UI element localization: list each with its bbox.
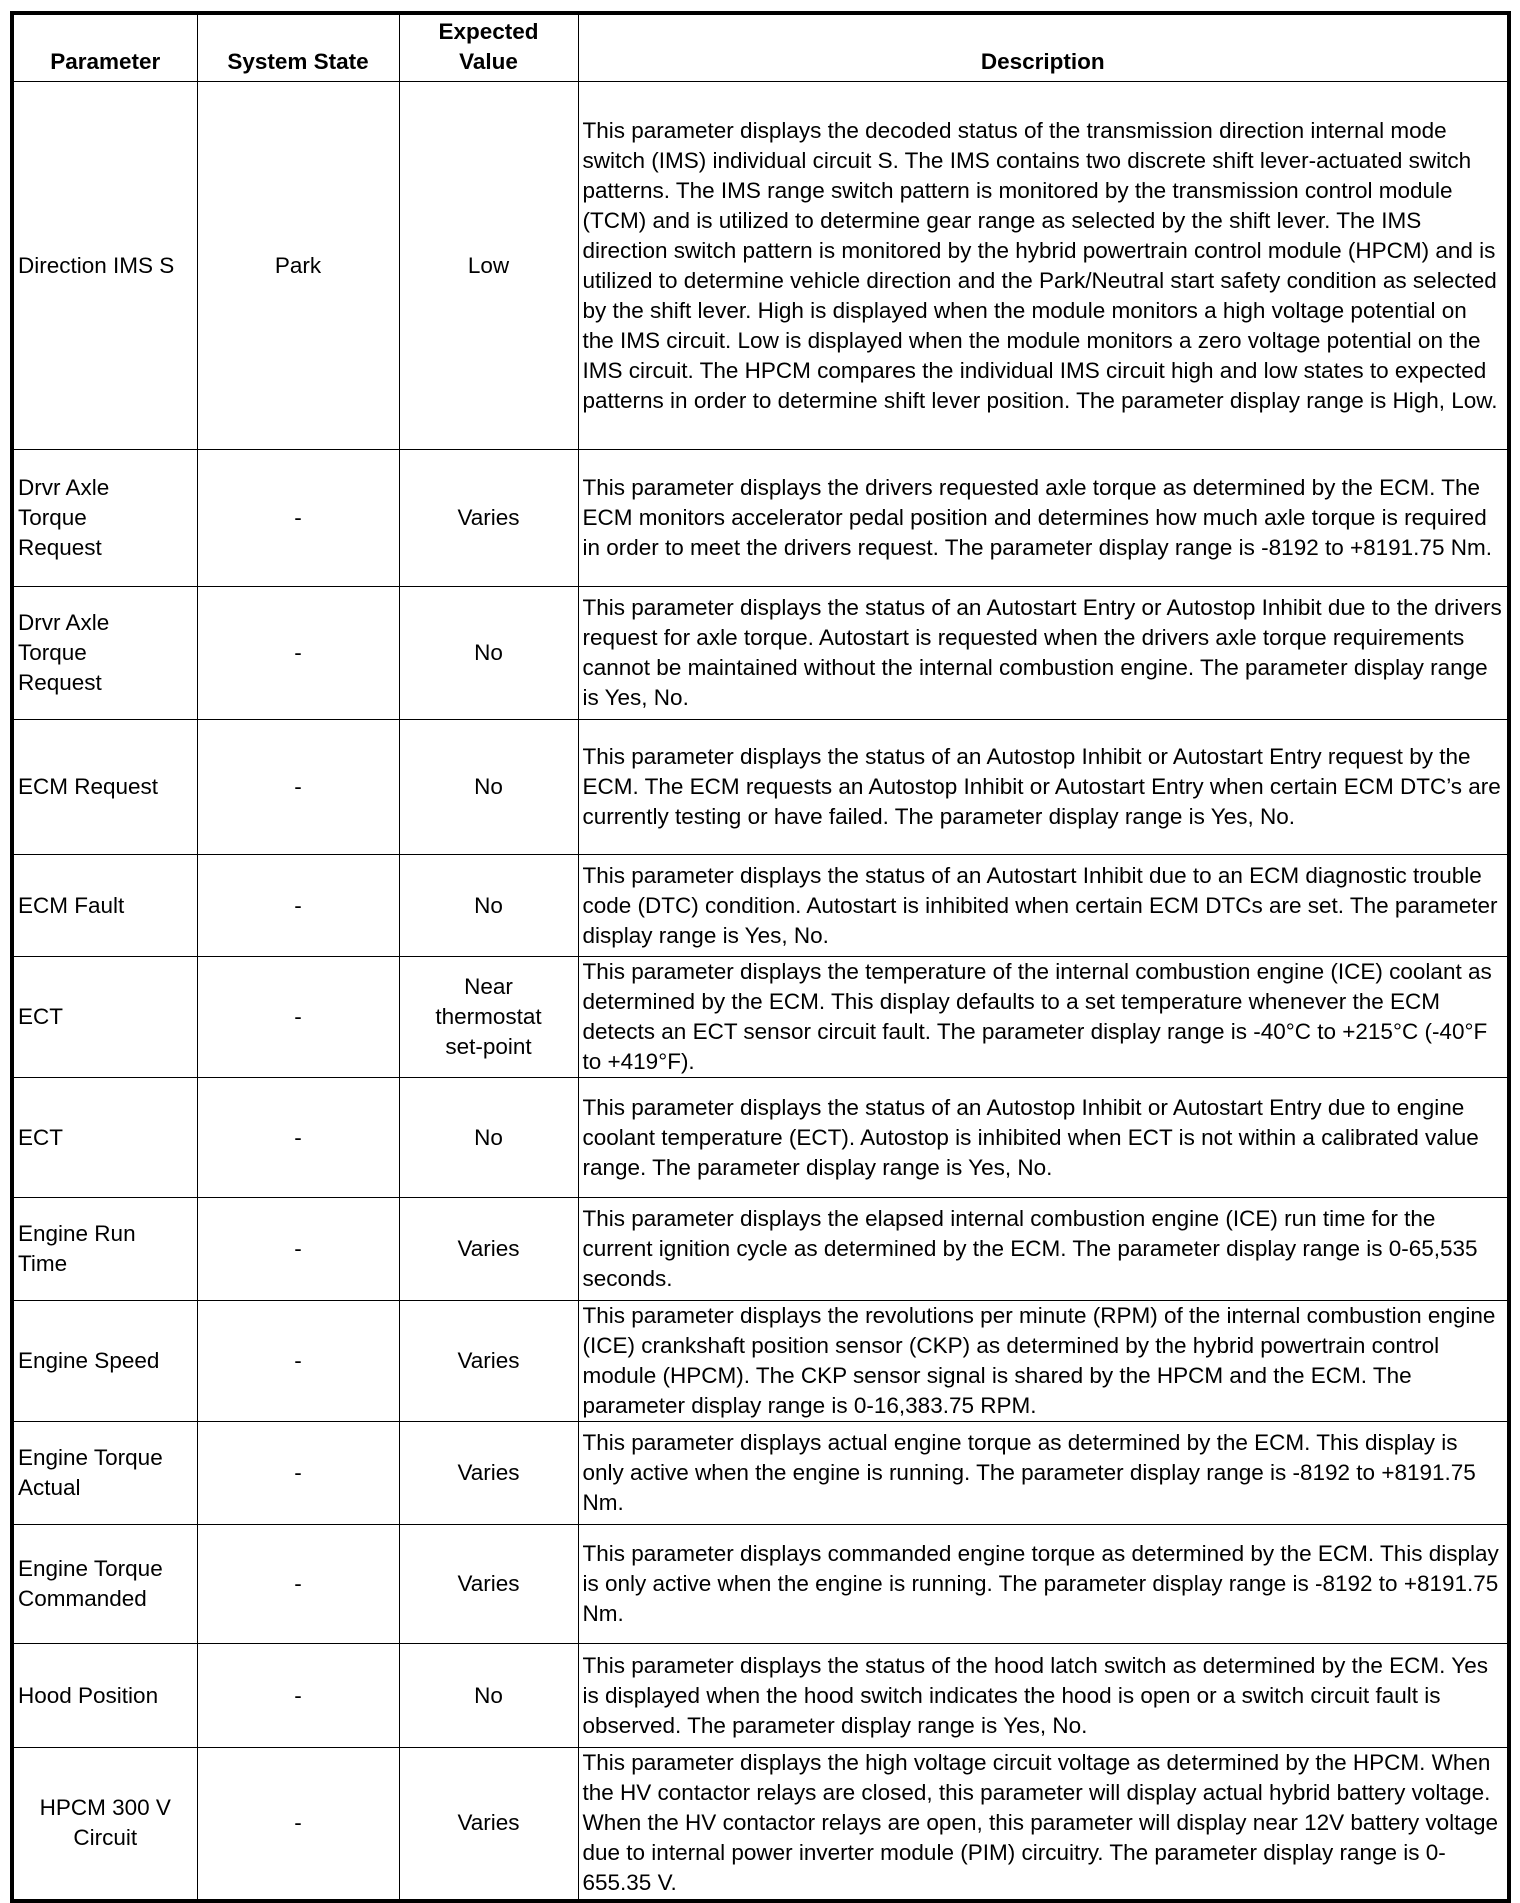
description-cell: This parameter displays the elapsed internal combustion engine (ICE) run time for the current ignition cycle as determined by the ECM. The parameter display range is 0-65,535 seconds. <box>578 1198 1509 1301</box>
expected-value-cell: Varies <box>399 1422 578 1525</box>
parameter-label: Drvr Axle Torque Request <box>18 610 110 695</box>
parameter-cell <box>12 1525 197 1644</box>
system-state-cell: - <box>197 855 399 957</box>
expected-value-cell: Varies <box>399 1198 578 1301</box>
parameter-label: HPCM 300 V Circuit <box>39 1795 171 1851</box>
system-state-cell: Park <box>197 82 399 450</box>
expected-value-cell: Varies <box>399 1301 578 1422</box>
system-state-cell: - <box>197 1198 399 1301</box>
parameter-cell <box>12 1422 197 1525</box>
system-state-cell: - <box>197 1422 399 1525</box>
system-state-cell: - <box>197 1078 399 1198</box>
table-row <box>12 1198 1509 1301</box>
description-cell: This parameter displays the status of an Autostart Entry or Autostop Inhibit due to the drivers request for axle torque. Autostart is requested when the drivers axle torque requirements cannot be maintained without the internal combustion engine. The parameter display range is Yes, No. <box>578 587 1509 720</box>
table-row <box>12 720 1509 855</box>
system-state-cell: - <box>197 1301 399 1422</box>
parameter-label: Drvr Axle Torque Request <box>18 475 110 560</box>
table-row <box>12 1525 1509 1644</box>
description-cell: This parameter displays the status of the hood latch switch as determined by the ECM. Yes is displayed when the hood switch indicates the hood is open or a switch circuit fault is observed. The parameter display range is Yes, No. <box>578 1644 1509 1748</box>
parameter-label: Engine Torque Actual <box>18 1445 163 1500</box>
expected-value-cell: No <box>399 855 578 957</box>
description-cell: This parameter displays the revolutions per minute (RPM) of the internal combustion engine (ICE) crankshaft position sensor (CKP) as determined by the hybrid powertrain control module (HPCM). The CKP sensor signal is shared by the HPCM and the ECM. The parameter display range is 0-16,383.75 RPM. <box>578 1301 1509 1422</box>
expected-value-cell: No <box>399 1644 578 1748</box>
parameter-label: Engine Run Time <box>18 1221 136 1276</box>
header-description: Description <box>578 13 1509 82</box>
parameter-cell <box>12 450 197 587</box>
parameter-cell: ECT <box>12 1078 197 1198</box>
parameter-cell: ECT <box>12 957 197 1078</box>
expected-value-cell: Low <box>399 82 578 450</box>
expected-value-cell: Varies <box>399 450 578 587</box>
parameter-cell: Hood Position <box>12 1644 197 1748</box>
system-state-cell: - <box>197 957 399 1078</box>
table-row <box>12 450 1509 587</box>
table-row <box>12 82 1509 450</box>
header-expected-value-label: Expected Value <box>438 19 539 74</box>
description-cell: This parameter displays the high voltage circuit voltage as determined by the HPCM. When the HV contactor relays are closed, this parameter will display actual hybrid battery voltage. When the HV contactor relays are open, this parameter will display near 12V battery voltage due to internal power inverter module (PIM) circuitry. The parameter display range is 0- 655.35 V. <box>578 1748 1509 1901</box>
parameter-table-container <box>10 11 1507 1903</box>
parameter-cell <box>12 1198 197 1301</box>
parameter-cell <box>12 1748 197 1901</box>
system-state-cell: - <box>197 1644 399 1748</box>
expected-value-cell <box>399 957 578 1078</box>
system-state-cell: - <box>197 1525 399 1644</box>
system-state-cell: - <box>197 720 399 855</box>
table-row <box>12 1078 1509 1198</box>
table-row <box>12 855 1509 957</box>
table-row <box>12 1422 1509 1525</box>
description-cell: This parameter displays the status of an Autostop Inhibit or Autostart Entry request by the ECM. The ECM requests an Autostop Inhibit or Autostart Entry when certain ECM DTC’s are currently testing or have failed. The parameter display range is Yes, No. <box>578 720 1509 855</box>
expected-value-cell: No <box>399 1078 578 1198</box>
expected-value-cell: No <box>399 587 578 720</box>
parameter-cell <box>12 587 197 720</box>
description-cell: This parameter displays commanded engine torque as determined by the ECM. This display is only active when the engine is running. The parameter display range is -8192 to +8191.75 Nm. <box>578 1525 1509 1644</box>
description-cell: This parameter displays the drivers requested axle torque as determined by the ECM. The ECM monitors accelerator pedal position and determines how much axle torque is required in order to meet the drivers request. The parameter display range is -8192 to +8191.75 Nm. <box>578 450 1509 587</box>
expected-value-cell: No <box>399 720 578 855</box>
description-cell: This parameter displays actual engine torque as determined by the ECM. This display is only active when the engine is running. The parameter display range is -8192 to +8191.75 Nm. <box>578 1422 1509 1525</box>
table-row <box>12 587 1509 720</box>
table-row <box>12 1748 1509 1901</box>
table-row <box>12 1301 1509 1422</box>
system-state-cell: - <box>197 1748 399 1901</box>
parameter-cell: Engine Speed <box>12 1301 197 1422</box>
description-cell: This parameter displays the status of an Autostop Inhibit or Autostart Entry due to engine coolant temperature (ECT). Autostop is inhibited when ECT is not within a calibrated value range. The parameter display range is Yes, No. <box>578 1078 1509 1198</box>
system-state-cell: - <box>197 450 399 587</box>
parameter-cell: ECM Request <box>12 720 197 855</box>
description-cell: This parameter displays the status of an Autostart Inhibit due to an ECM diagnostic trouble code (DTC) condition. Autostart is inhibited when certain ECM DTCs are set. The parameter display range is Yes, No. <box>578 855 1509 957</box>
system-state-cell: - <box>197 587 399 720</box>
table-row <box>12 957 1509 1078</box>
description-cell: This parameter displays the decoded status of the transmission direction internal mode switch (IMS) individual circuit S. The IMS contains two discrete shift lever-actuated switch patterns. The IMS range switch pattern is monitored by the transmission control module (TCM) and is utilized to determine gear range as selected by the shift lever. The IMS direction switch pattern is monitored by the hybrid powertrain control module (HPCM) and is utilized to determine vehicle direction and the Park/Neutral start safety condition as selected by the shift lever. High is displayed when the module monitors a high voltage potential on the IMS circuit. Low is displayed when the module monitors a zero voltage potential on the IMS circuit. The HPCM compares the individual IMS circuit high and low states to expected patterns in order to determine shift lever position. The parameter display range is High, Low. <box>578 82 1509 450</box>
parameter-cell: ECM Fault <box>12 855 197 957</box>
description-cell: This parameter displays the temperature of the internal combustion engine (ICE) coolant as determined by the ECM. This display defaults to a set temperature whenever the ECM detects an ECT sensor circuit fault. The parameter display range is -40°C to +215°C (-40°F to +419°F). <box>578 957 1509 1078</box>
parameter-table <box>10 11 1511 1903</box>
expected-value-cell: Varies <box>399 1525 578 1644</box>
header-row <box>12 13 1509 82</box>
parameter-label: Engine Torque Commanded <box>18 1556 163 1611</box>
header-parameter: Parameter <box>12 13 197 82</box>
expected-value-label: Near thermostat set-point <box>435 974 542 1059</box>
header-expected-value <box>399 13 578 82</box>
parameter-cell: Direction IMS S <box>12 82 197 450</box>
expected-value-cell: Varies <box>399 1748 578 1901</box>
table-row <box>12 1644 1509 1748</box>
header-system-state: System State <box>197 13 399 82</box>
